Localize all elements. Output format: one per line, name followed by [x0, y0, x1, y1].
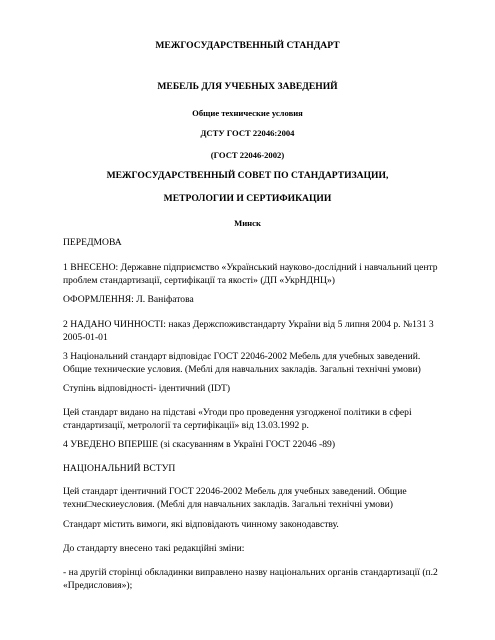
council-line-2: МЕТРОЛОГИИ И СЕРТИФИКАЦИИ: [163, 193, 332, 204]
paragraph-11-line-2: «Предисловия»);: [63, 580, 133, 591]
paragraph-2: ОФОРМЛЕННЯ: Л. Ваніфатова: [63, 294, 194, 305]
document-title: МЕБЕЛЬ ДЛЯ УЧЕБНЫХ ЗАВЕДЕНИЙ: [157, 81, 338, 92]
standard-type-heading: МЕЖГОСУДАРСТВЕННЫЙ СТАНДАРТ: [155, 40, 340, 51]
paragraph-10: До стандарту внесено такі редакційні зміни:: [63, 543, 245, 554]
paragraph-5: Ступінь відповідності- ідентичний (IDT): [63, 383, 231, 394]
paragraph-9: Стандарт містить вимоги, які відповідають чинному законодавству.: [63, 519, 339, 530]
paragraph-1-line-1: 1 ВНЕСЕНО: Державне підприємство «Український науково-дослідний і навчальний центр: [63, 262, 438, 273]
document-subtitle: Общие технические условия: [192, 108, 303, 118]
paragraph-6-line-2: стандартизації, метрології та сертифікації» від 13.03.1992 р.: [63, 420, 309, 431]
paragraph-6-line-1: Цей стандарт видано на підставі «Угоди про проведення узгодженої політики в сфері: [63, 407, 412, 418]
paragraph-3-line-2: 2005-01-01: [63, 332, 108, 343]
council-line-1: МЕЖГОСУДАРСТВЕННЫЙ СОВЕТ ПО СТАНДАРТИЗАЦИИ,: [106, 170, 389, 181]
paragraph-7: 4 УВЕДЕНО ВПЕРШЕ (зі скасуванням в Україні ГОСТ 22046 -89): [63, 439, 336, 450]
paragraph-11-line-1: - на другій сторінці обкладинки виправлено назву національних органів стандартизації (п.2: [63, 567, 438, 578]
standard-code: ДСТУ ГОСТ 22046:2004: [200, 128, 295, 138]
paragraph-4-line-1: 3 Національний стандарт відповідає ГОСТ 22046-2002 Мебель для учебных заведений.: [63, 351, 421, 362]
paragraph-8-line-2: техни□ческиеусловия. (Меблі для навчальних закладів. Загальні технічні умови): [63, 499, 393, 510]
city-label: Минск: [234, 218, 261, 228]
paragraph-8-line-1: Цей стандарт ідентичний ГОСТ 22046-2002 Мебель для учебных заведений. Общие: [63, 486, 407, 497]
paragraph-4-line-2: Общие технические условия. (Меблі для навчальних закладів. Загальні технічні умови): [63, 364, 421, 375]
standard-code-alt: (ГОСТ 22046-2002): [210, 150, 285, 160]
paragraph-1-line-2: проблем стандартизації, сертифікації та якості» (ДП «УкрНДНЦ»): [63, 275, 335, 286]
national-heading: НАЦІОНАЛЬНИЙ ВСТУП: [63, 463, 176, 474]
preface-heading: ПЕРЕДМОВА: [63, 237, 122, 248]
paragraph-3-line-1: 2 НАДАНО ЧИННОСТІ: наказ Держспоживстандарту України від 5 липня 2004 р. №131 3: [63, 319, 434, 330]
